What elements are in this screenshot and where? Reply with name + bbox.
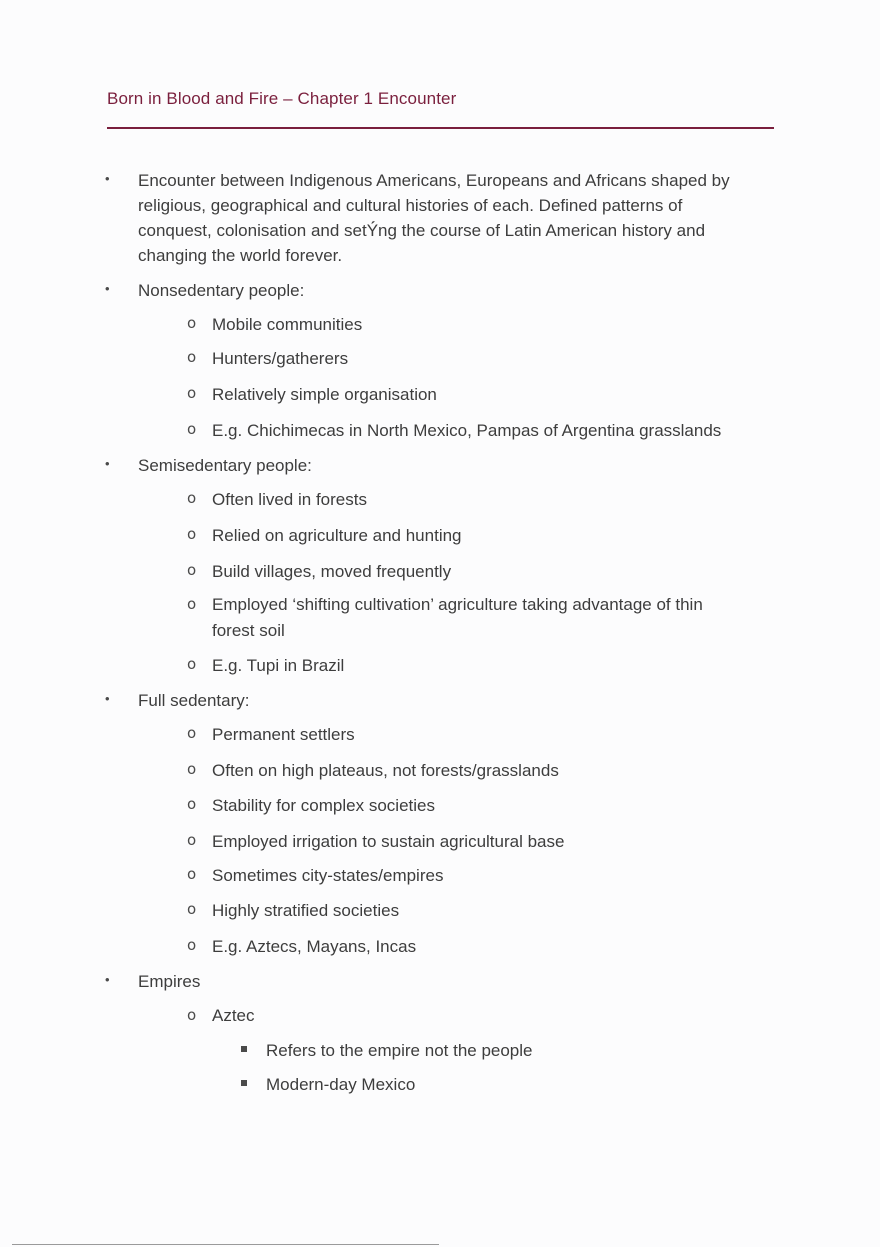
sub-bullet-marker: o: [187, 795, 197, 813]
footnote-separator: [12, 1244, 439, 1245]
list-item-heading: Full sedentary:: [138, 691, 250, 710]
sub-list-item: Relatively simple organisation: [212, 385, 437, 404]
sub-bullet-marker: o: [187, 314, 197, 332]
sub-list-item: Mobile communities: [212, 315, 363, 334]
sub-bullet-marker: o: [187, 724, 197, 742]
sub-bullet-marker: o: [187, 900, 197, 918]
bullet-marker: •: [105, 171, 110, 186]
sub-bullet-marker: o: [187, 561, 197, 579]
sub-list-item: Relied on agriculture and hunting: [212, 526, 462, 545]
sub-bullet-marker: o: [187, 420, 197, 438]
sub-list-item: E.g. Chichimecas in North Mexico, Pampas of Argentina grasslands: [212, 421, 722, 440]
sub-bullet-marker: o: [187, 1006, 197, 1024]
square-bullet-marker: [241, 1046, 247, 1052]
sub-bullet-marker: o: [187, 760, 197, 778]
bullet-marker: •: [105, 281, 110, 296]
bullet-marker: •: [105, 691, 110, 706]
sub-list-item: Highly stratified societies: [212, 901, 400, 920]
sub-bullet-marker: o: [187, 348, 197, 366]
sub-bullet-marker: o: [187, 525, 197, 543]
square-bullet-marker: [241, 1080, 247, 1086]
sub-list-item: Often on high plateaus, not forests/grasslands: [212, 761, 559, 780]
sub-list-item: Build villages, moved frequently: [212, 562, 452, 581]
list-item-heading: Empires: [138, 972, 201, 991]
sub-list-item: Employed irrigation to sustain agricultural base: [212, 832, 565, 851]
sub-list-item: Often lived in forests: [212, 490, 367, 509]
sub-list-item: E.g. Aztecs, Mayans, Incas: [212, 937, 417, 956]
paragraph-line: Encounter between Indigenous Americans, Europeans and Africans shaped by: [138, 171, 730, 190]
sub-bullet-marker: o: [187, 595, 197, 613]
sub-list-item: E.g. Tupi in Brazil: [212, 656, 345, 675]
sub-list-item: Employed ‘shifting cultivation’ agriculture taking advantage of thin: [212, 595, 703, 614]
list-item-heading: Semisedentary people:: [138, 456, 312, 475]
sub-sub-list-item: Modern-day Mexico: [266, 1075, 416, 1094]
sub-bullet-marker: o: [187, 489, 197, 507]
sub-list-item: Aztec: [212, 1006, 255, 1025]
sub-bullet-marker: o: [187, 384, 197, 402]
sub-list-item-continuation: forest soil: [212, 621, 285, 640]
bullet-marker: •: [105, 972, 110, 987]
title-underline: [107, 127, 774, 129]
sub-list-item: Sometimes city-states/empires: [212, 866, 444, 885]
sub-bullet-marker: o: [187, 831, 197, 849]
bullet-marker: •: [105, 456, 110, 471]
sub-bullet-marker: o: [187, 655, 197, 673]
sub-list-item: Permanent settlers: [212, 725, 355, 744]
sub-sub-list-item: Refers to the empire not the people: [266, 1041, 533, 1060]
sub-list-item: Hunters/gatherers: [212, 349, 349, 368]
sub-bullet-marker: o: [187, 865, 197, 883]
document-title: Born in Blood and Fire – Chapter 1 Encounter: [107, 89, 457, 108]
paragraph-line: changing the world forever.: [138, 246, 343, 265]
paragraph-line: conquest, colonisation and setÝ́ng the course of Latin American history and: [138, 221, 706, 240]
sub-list-item: Stability for complex societies: [212, 796, 435, 815]
sub-bullet-marker: o: [187, 936, 197, 954]
paragraph-line: religious, geographical and cultural histories of each. Defined patterns of: [138, 196, 683, 215]
list-item-heading: Nonsedentary people:: [138, 281, 305, 300]
